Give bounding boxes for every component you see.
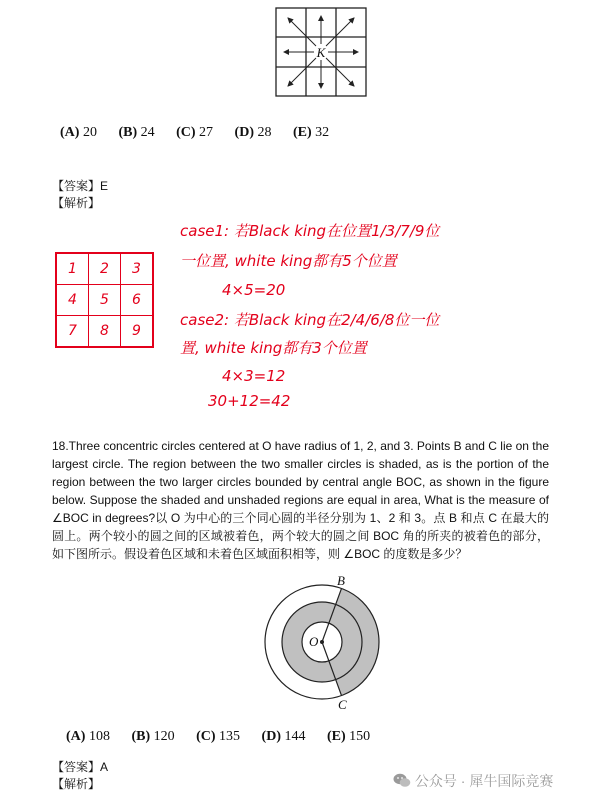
grid-cell: 9 <box>120 315 153 347</box>
q18-text-cn: 以 O 为中心的三个同心圆的半径分别为 1、2 和 3。点 B 和点 C 在最大的圆上。两个较小的圆之间的区域被着色，两个较大的圆之间 BOC 角的所夹的被着色的部分，如下图所示。假设着色区域和未着色区域面积相等，则 ∠BOC 的度数是多少？ <box>52 511 549 561</box>
q18-analysis: 【解析】 <box>52 777 101 791</box>
q17-choice-c: (C) 27 <box>176 125 214 140</box>
watermark-text: 公众号 · 犀牛国际竞赛 <box>414 773 554 789</box>
grid-cell: 1 <box>56 253 89 285</box>
q18-text-en: 18.Three concentric circles centered at O have radius of 1, 2, and 3. Points B and C lie on the largest circle. The region between the two smaller circles is shaded, as is the portion of the region between the two larger circles bounded by central angle BOC, as shown in the figure below. Suppose the shaded and unshaded regions are equal in area, What is the measure of ∠BOC in degrees? <box>52 439 549 525</box>
label-b: B <box>337 573 345 588</box>
hw-line: 4×5=20 <box>222 281 286 299</box>
q17-choices <box>60 125 347 141</box>
grid-cell: 7 <box>56 315 89 347</box>
q18-answer: 【答案】A <box>52 760 109 774</box>
q17-choice-d: (D) 28 <box>234 125 272 140</box>
grid-cell: 8 <box>88 315 121 347</box>
hw-line: 置, white king都有3个位置 <box>180 339 367 357</box>
q18-choice-a: (A) 108 <box>66 729 110 744</box>
q17-analysis: 【解析】 <box>52 196 101 210</box>
q17-choice-b: (B) 24 <box>118 125 155 140</box>
q17-choice-e: (E) 32 <box>292 125 330 140</box>
q18-choice-e: (E) 150 <box>326 729 371 744</box>
hw-line: case1: 若Black king在位置1/3/7/9位 <box>180 222 440 240</box>
hw-line: 30+12=42 <box>208 392 291 410</box>
label-c: C <box>338 697 347 712</box>
q18-question <box>52 437 549 563</box>
grid-cell: 5 <box>88 284 121 316</box>
label-o: O <box>309 634 319 649</box>
q18-choice-d: (D) 144 <box>261 729 306 744</box>
wechat-icon <box>393 773 411 788</box>
concentric-circles-figure <box>262 572 388 712</box>
king-label: K <box>316 45 326 60</box>
handwritten-grid <box>55 252 154 348</box>
watermark <box>393 771 553 791</box>
q17-choice-a: (A) 20 <box>60 125 97 140</box>
hw-line: 一位置, white king都有5个位置 <box>180 252 397 270</box>
q18-choice-b: (B) 120 <box>131 729 175 744</box>
grid-cell: 4 <box>56 284 89 316</box>
q18-choices <box>66 729 388 745</box>
hw-line: case2: 若Black king在2/4/6/8位一位 <box>180 311 440 329</box>
grid-cell: 2 <box>88 253 121 285</box>
grid-cell: 3 <box>120 253 153 285</box>
q17-answer: 【答案】E <box>52 179 109 193</box>
king-moves-figure <box>274 6 370 98</box>
grid-cell: 6 <box>120 284 153 316</box>
hw-line: 4×3=12 <box>222 367 286 385</box>
q18-choice-c: (C) 135 <box>196 729 241 744</box>
